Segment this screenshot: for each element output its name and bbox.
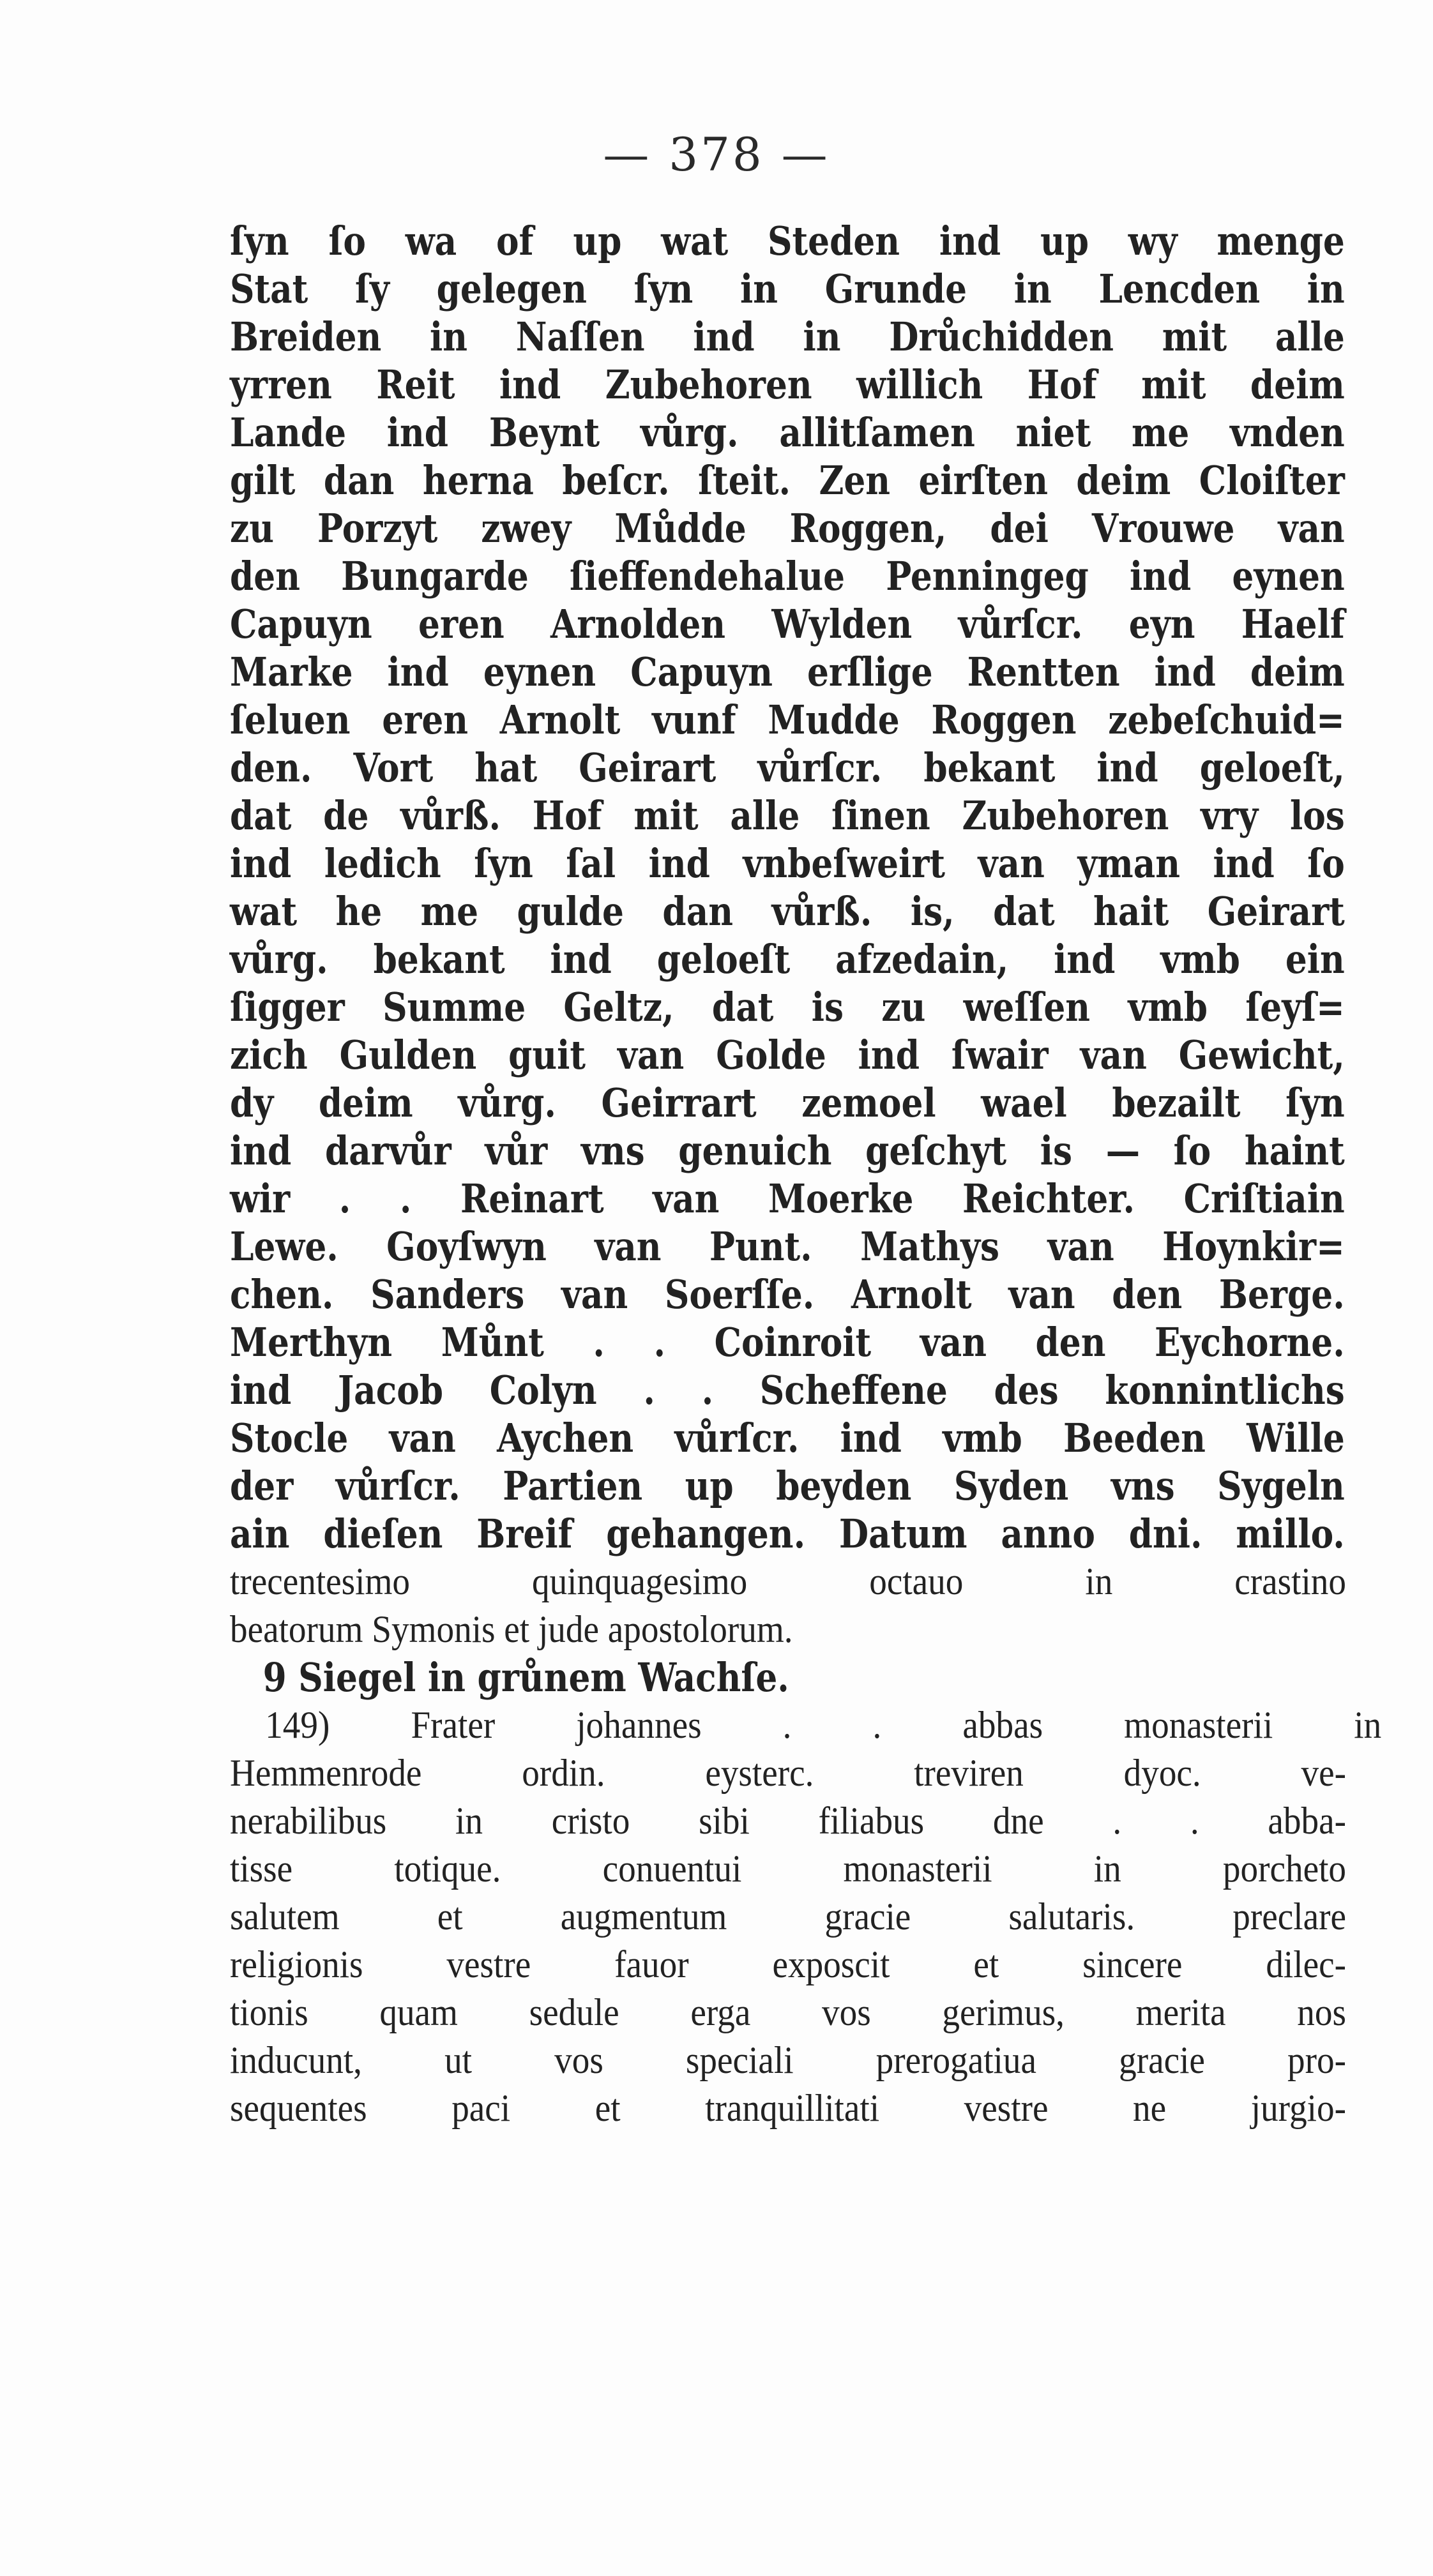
text-line: ſeluen eren Arnolt vunf Mudde Roggen zebeſchuid= xyxy=(230,697,1345,743)
text-line: zich Gulden guit van Golde ind ſwair van Gewicht, xyxy=(230,1032,1345,1078)
text-line: den. Vort hat Geirart vůrſcr. bekant ind geloeſt, xyxy=(230,744,1345,791)
text-line: salutem et augmentum gracie salutaris. preclare xyxy=(230,1895,1346,1938)
text-line: gilt dan herna beſcr. ſteit. Zen eirſten deim Cloiſter xyxy=(230,457,1345,504)
text-line: Marke ind eynen Capuyn erſlige Rentten ind deim xyxy=(230,649,1345,695)
text-line: vůrg. bekant ind geloeſt afzedain, ind vmb ein xyxy=(230,936,1345,983)
text-line: yrren Reit ind Zubehoren willich Hof mit deim xyxy=(230,361,1345,408)
text-line: Stat ſy gelegen ſyn in Grunde in Lencden in xyxy=(230,266,1345,312)
text-line: chen. Sanders van Soerſſe. Arnolt van den Berge. xyxy=(230,1271,1345,1318)
text-line: den Bungarde ſieffendehalue Penningeg ind eynen xyxy=(230,553,1345,599)
text-line: ain dieſen Breif gehangen. Datum anno dni. millo. xyxy=(230,1510,1345,1557)
text-line: ind darvůr vůr vns genuich geſchyt is — ſo haint xyxy=(230,1127,1345,1174)
text-line: dy deim vůrg. Geirrart zemoel wael bezailt ſyn xyxy=(230,1080,1345,1126)
text-line: ſigger Summe Geltz, dat is zu weſſen vmb ſeyſ= xyxy=(230,984,1345,1030)
text-line: sequentes paci et tranquillitati vestre ne jurgio- xyxy=(230,2087,1346,2129)
text-line: ind Jacob Colyn . . Scheffene des konnintlichs xyxy=(230,1367,1345,1413)
text-line: trecentesimo quinquagesimo octauo in crastino xyxy=(230,1560,1346,1602)
text-line: der vůrſcr. Partien up beyden Syden vns Sygeln xyxy=(230,1463,1345,1509)
text-line: tisse totique. conuentui monasterii in porcheto xyxy=(230,1848,1346,1890)
text-line: beatorum Symonis et jude apostolorum. xyxy=(230,1608,793,1650)
text-line: wat he me gulde dan vůrß. is, dat hait Geirart xyxy=(230,888,1345,935)
text-line: Merthyn Můnt . . Coinroit van den Eychorne. xyxy=(230,1319,1345,1366)
text-line: Hemmenrode ordin. eysterc. treviren dyoc. ve- xyxy=(230,1752,1346,1794)
text-line: Lande ind Beynt vůrg. allitſamen niet me vnden xyxy=(230,409,1345,456)
text-line: religionis vestre fauor exposcit et sincere dilec- xyxy=(230,1943,1346,1985)
text-line: Lewe. Goyſwyn van Punt. Mathys van Hoynkir= xyxy=(230,1223,1345,1270)
page-body-text xyxy=(230,217,1382,2132)
text-line: tionis quam sedule erga vos gerimus, merita nos xyxy=(230,1991,1346,2033)
text-line: Stocle van Aychen vůrſcr. ind vmb Beeden Wille xyxy=(230,1415,1345,1461)
text-line: nerabilibus in cristo sibi filiabus dne . . abba- xyxy=(230,1800,1346,1842)
document-heading-149: 149) Frater johannes . . abbas monasterii in xyxy=(265,1704,1382,1746)
page-number: — 378 — xyxy=(603,128,830,181)
text-line: zu Porzyt zwey Můdde Roggen, dei Vrouwe van xyxy=(230,505,1345,552)
text-line: ſyn ſo wa of up wat Steden ind up wy menge xyxy=(230,218,1345,264)
text-line: ind ledich ſyn ſal ind vnbeſweirt van yman ind ſo xyxy=(230,840,1345,887)
seal-note: 9 Siegel in grůnem Wachſe. xyxy=(262,1654,789,1701)
text-line: wir . . Reinart van Moerke Reichter. Criſtiain xyxy=(230,1175,1345,1222)
text-line: Breiden in Naſſen ind in Drůchidden mit alle xyxy=(230,313,1345,360)
text-line: Capuyn eren Arnolden Wylden vůrſcr. eyn Haelf xyxy=(230,601,1345,647)
text-line: dat de vůrß. Hof mit alle ſinen Zubehoren vry los xyxy=(230,792,1345,839)
text-line: inducunt, ut vos speciali prerogatiua gracie pro- xyxy=(230,2039,1346,2081)
